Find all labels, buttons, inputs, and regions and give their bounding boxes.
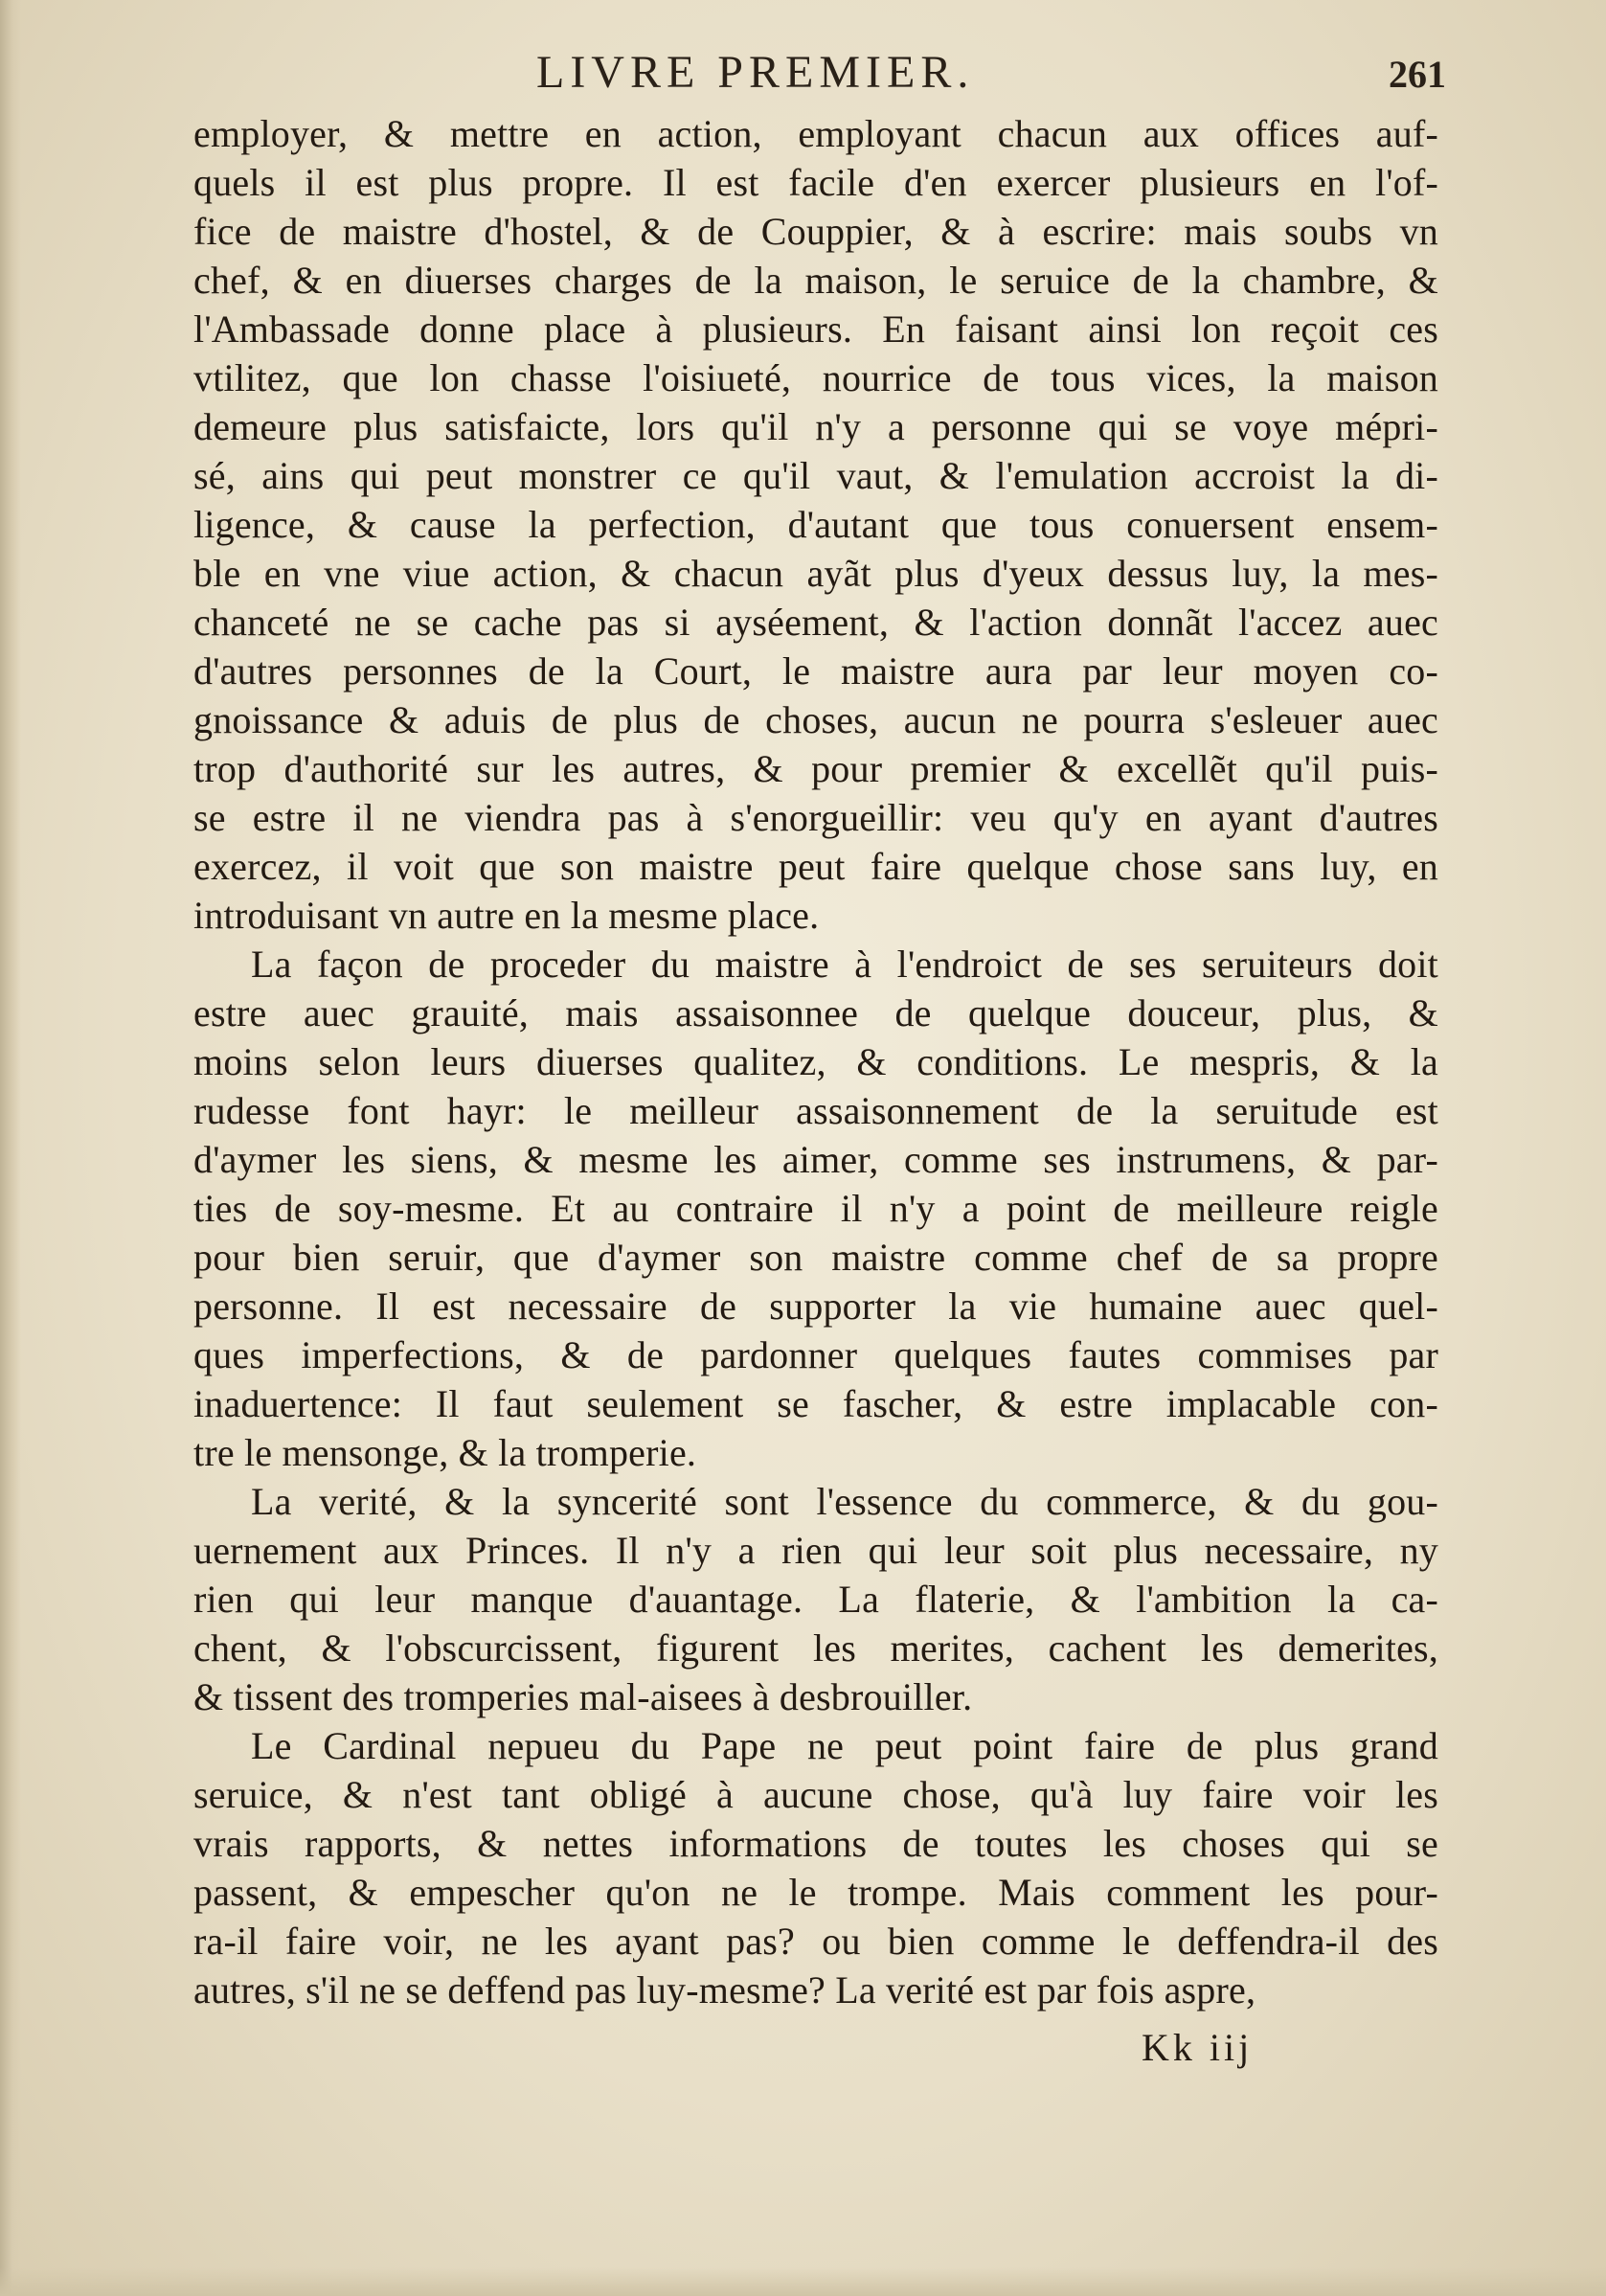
text-line: La façon de proceder du maistre à l'endroict de ses seruiteurs doit xyxy=(251,943,1438,986)
text-line: exercez, il voit que son maistre peut faire quelque chose sans luy, en xyxy=(193,845,1438,888)
text-line: inaduertence: Il faut seulement se fascher, & estre implacable con- xyxy=(193,1382,1438,1425)
text-line: l'Ambassade donne place à plusieurs. En faisant ainsi lon reçoit ces xyxy=(193,307,1438,351)
text-line: introduisant vn autre en la mesme place. xyxy=(193,894,820,937)
text-line: sé, ains qui peut monstrer ce qu'il vaut, & l'emulation accroist la di- xyxy=(193,454,1438,497)
text-line: ble en vne viue action, & chacun ayãt plus d'yeux dessus luy, la mes- xyxy=(193,552,1438,595)
text-line: ties de soy-mesme. Et au contraire il n'y a point de meilleure reigle xyxy=(193,1187,1438,1230)
text-line: vrais rapports, & nettes informations de toutes les choses qui se xyxy=(193,1822,1438,1865)
text-line: & tissent des tromperies mal-aisees à desbrouiller. xyxy=(193,1675,973,1718)
running-head: LIVRE PREMIER. xyxy=(536,47,975,98)
text-line: rudesse font hayr: le meilleur assaisonnement de la seruitude est xyxy=(193,1089,1438,1132)
text-line: chent, & l'obscurcissent, figurent les merites, cachent les demerites, xyxy=(193,1626,1438,1670)
text-line: demeure plus satisfaicte, lors qu'il n'y a personne qui se voye mépri- xyxy=(193,405,1438,448)
text-line: autres, s'il ne se deffend pas luy-mesme? La verité est par fois aspre, xyxy=(193,1968,1256,2012)
text-line: employer, & mettre en action, employant chacun aux offices auf- xyxy=(193,112,1438,155)
page-number: 261 xyxy=(1389,53,1446,96)
signature-mark: Kk iij xyxy=(1142,2026,1254,2069)
text-line: personne. Il est necessaire de supporter la vie humaine auec quel- xyxy=(193,1284,1438,1328)
text-line: chef, & en diuerses charges de la maison, le seruice de la chambre, & xyxy=(193,259,1438,302)
text-line: pour bien seruir, que d'aymer son maistre comme chef de sa propre xyxy=(193,1236,1438,1279)
text-line: passent, & empescher qu'on ne le trompe. Mais comment les pour- xyxy=(193,1871,1438,1914)
text-line: trop d'authorité sur les autres, & pour premier & excellẽt qu'il puis- xyxy=(193,747,1438,790)
text-line: se estre il ne viendra pas à s'enorgueillir: veu qu'y en ayant d'autres xyxy=(193,796,1438,839)
text-line: chanceté ne se cache pas si ayséement, & l'action donnãt l'accez auec xyxy=(193,601,1438,644)
text-line: seruice, & n'est tant obligé à aucune chose, qu'à luy faire voir les xyxy=(193,1773,1438,1816)
text-line: d'aymer les siens, & mesme les aimer, comme ses instrumens, & par- xyxy=(193,1138,1438,1181)
text-line: La verité, & la syncerité sont l'essence du commerce, & du gou- xyxy=(251,1480,1438,1523)
text-line: fice de maistre d'hostel, & de Couppier, & à escrire: mais soubs vn xyxy=(193,210,1438,253)
text-line: Le Cardinal nepueu du Pape ne peut point faire de plus grand xyxy=(251,1724,1438,1767)
page-bottom-shadow xyxy=(0,2267,1606,2296)
body-text xyxy=(193,109,1438,2014)
text-line: estre auec grauité, mais assaisonnee de quelque douceur, plus, & xyxy=(193,991,1438,1034)
text-line: tre le mensonge, & la tromperie. xyxy=(193,1431,697,1474)
text-line: rien qui leur manque d'auantage. La flaterie, & l'ambition la ca- xyxy=(193,1578,1438,1621)
text-line: d'autres personnes de la Court, le maistre aura par leur moyen co- xyxy=(193,649,1438,693)
text-line: ques imperfections, & de pardonner quelques fautes commises par xyxy=(193,1333,1438,1376)
page-header xyxy=(0,46,1606,103)
text-line: ligence, & cause la perfection, d'autant que tous conuersent ensem- xyxy=(193,503,1438,546)
text-line: uernement aux Princes. Il n'y a rien qui leur soit plus necessaire, ny xyxy=(193,1529,1438,1572)
text-line: quels il est plus propre. Il est facile d'en exercer plusieurs en l'of- xyxy=(193,161,1438,204)
text-line: vtilitez, que lon chasse l'oisiueté, nourrice de tous vices, la maison xyxy=(193,356,1438,399)
page-gutter-shadow xyxy=(0,0,21,2296)
text-line: moins selon leurs diuerses qualitez, & conditions. Le mespris, & la xyxy=(193,1040,1438,1083)
text-line: gnoissance & aduis de plus de choses, aucun ne pourra s'esleuer auec xyxy=(193,698,1438,741)
text-line: ra-il faire voir, ne les ayant pas? ou bien comme le deffendra-il des xyxy=(193,1920,1438,1963)
